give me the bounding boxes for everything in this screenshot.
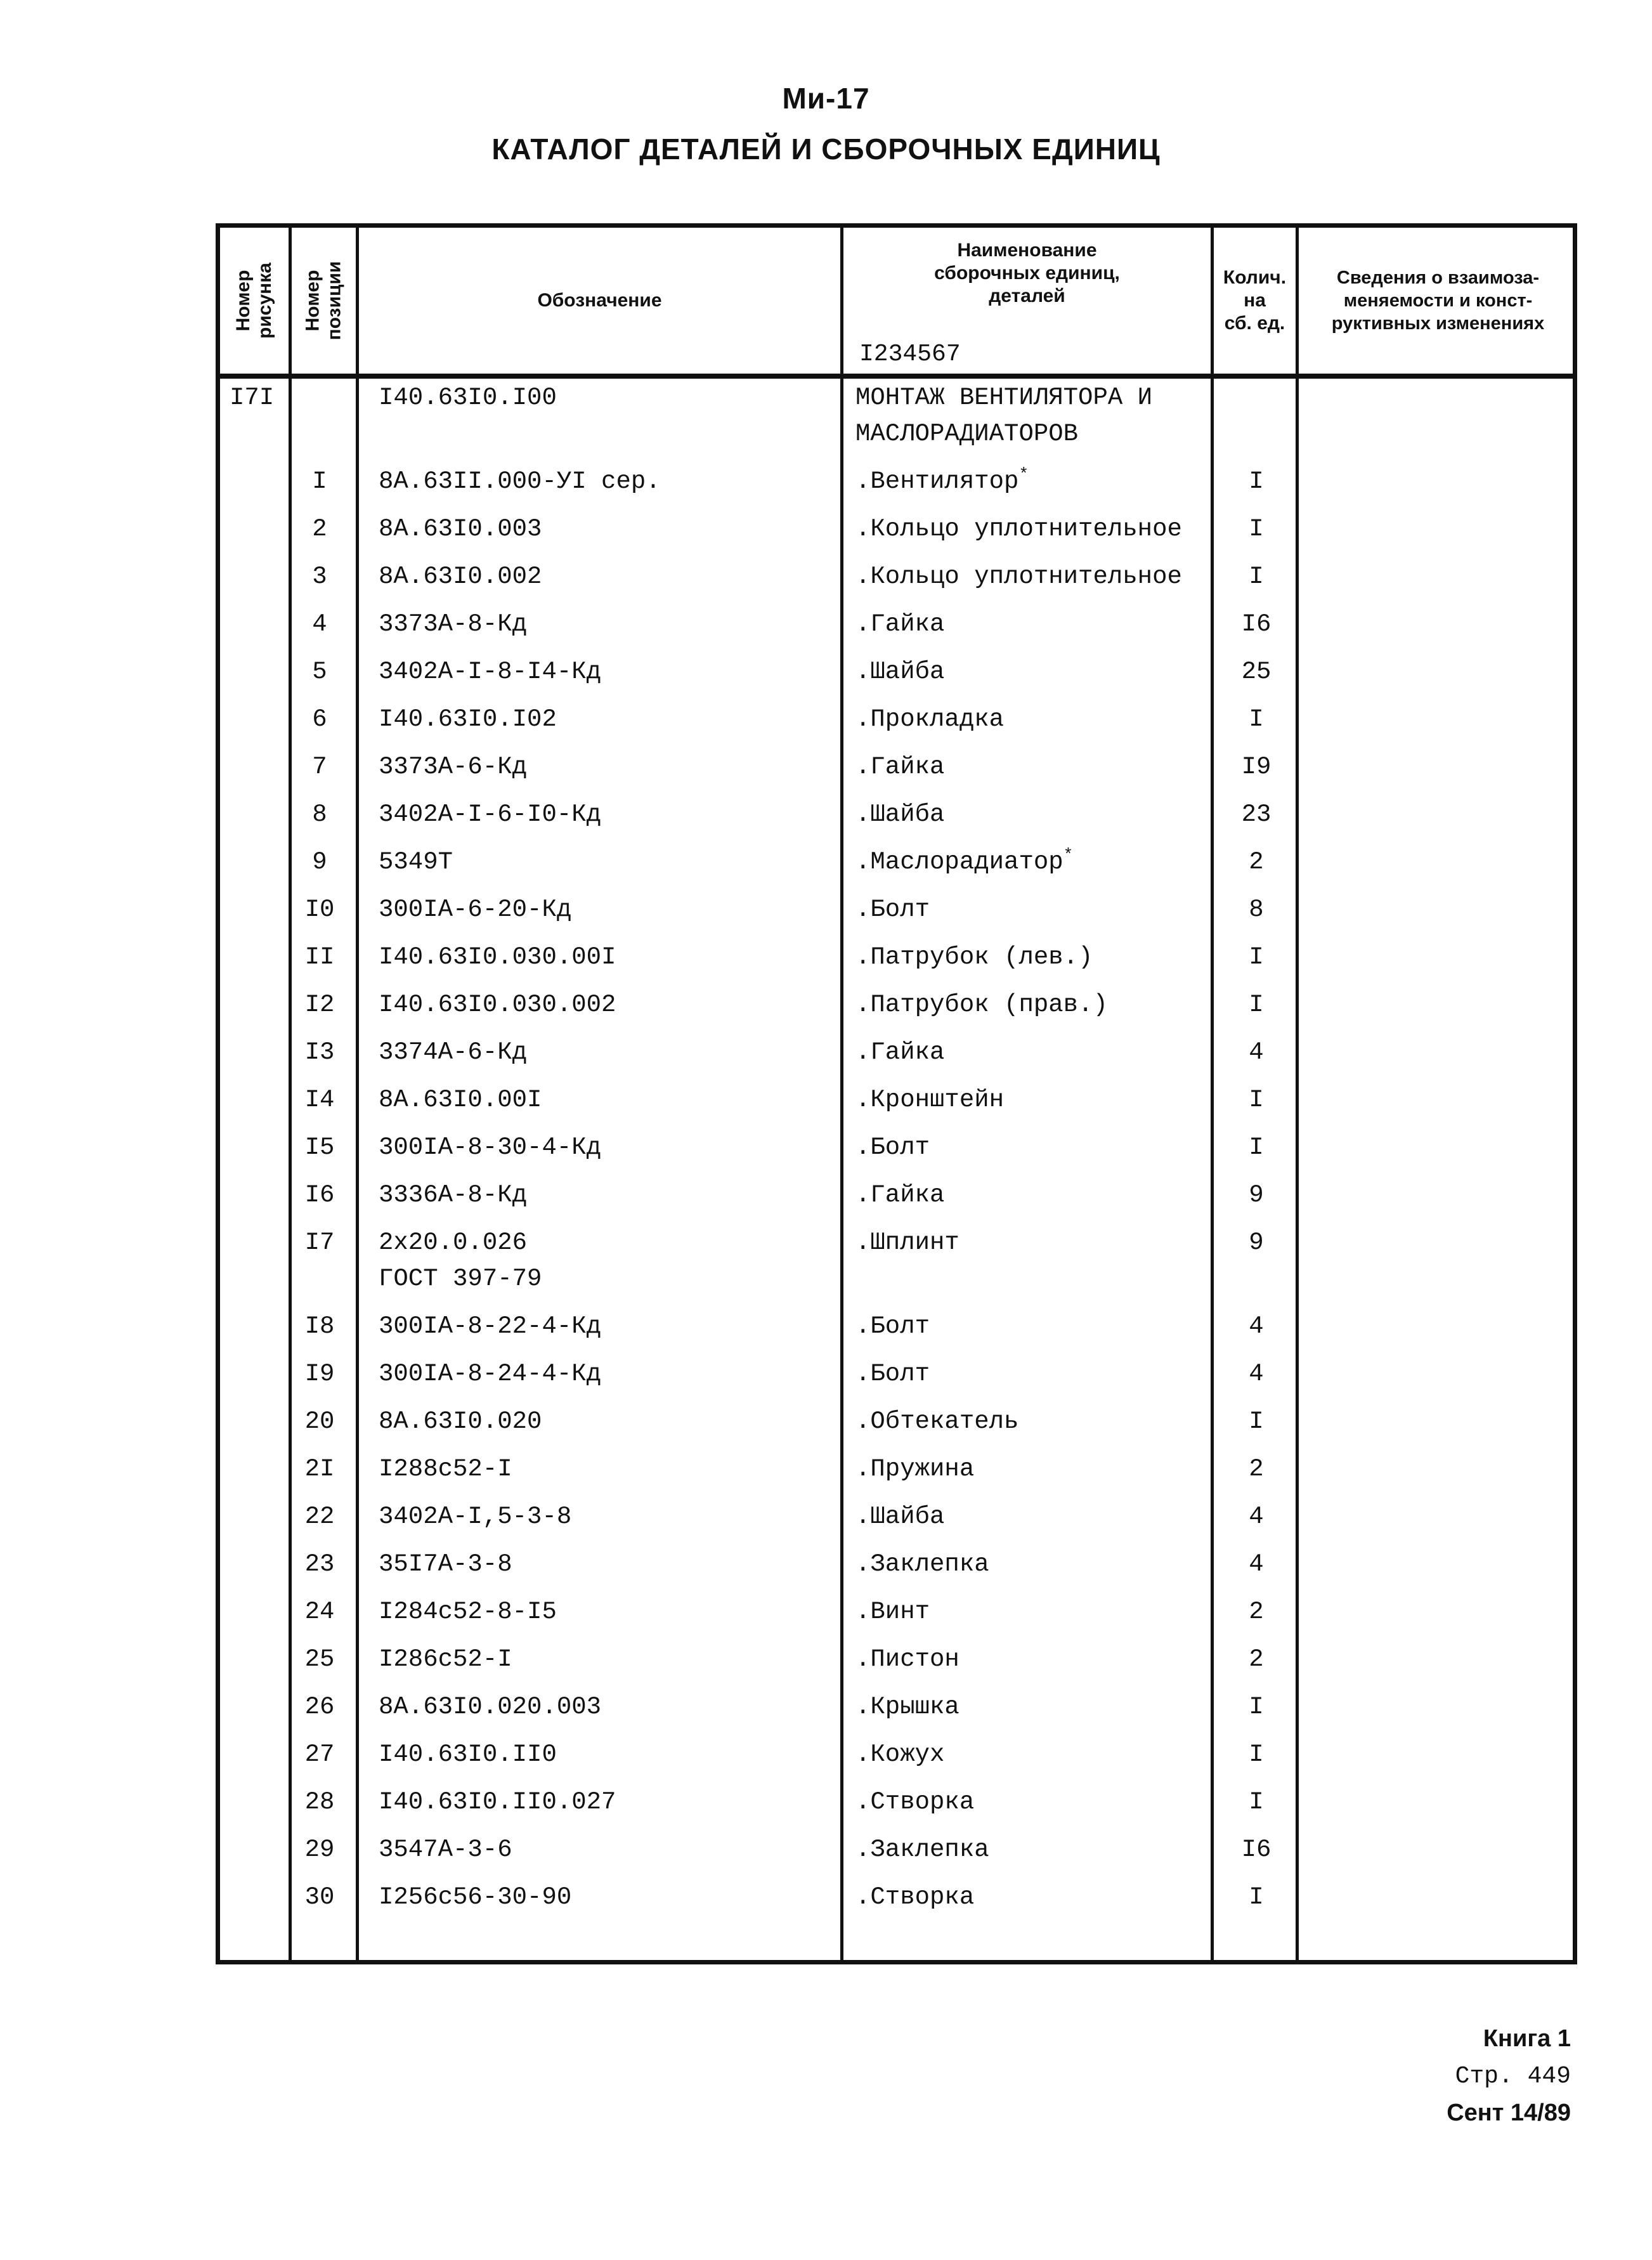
part-name: .Гайка <box>855 753 945 781</box>
part-designation: 3402А-I,5-3-8 <box>379 1503 572 1531</box>
parts-table <box>216 223 1577 1964</box>
part-designation: I256с56-30-90 <box>379 1883 572 1911</box>
quantity: I <box>1249 563 1264 591</box>
part-designation: 300IА-8-22-4-Кд <box>379 1312 602 1340</box>
part-designation: I40.63I0.II0 <box>379 1741 557 1768</box>
part-name: .Болт <box>855 1312 930 1340</box>
position-number: 8 <box>312 800 327 828</box>
position-number: I <box>312 467 327 495</box>
header-interchangeability: Сведения о взаимоза- меняемости и конст- руктивных изменениях <box>1331 268 1545 334</box>
part-designation: I40.63I0.I00 <box>379 384 557 412</box>
position-number: 24 <box>304 1598 335 1626</box>
quantity: 2 <box>1249 1645 1264 1673</box>
header-name-code: I234567 <box>859 341 961 368</box>
part-name: .Патрубок (лев.) <box>855 943 1093 971</box>
position-number: 20 <box>304 1408 335 1435</box>
part-designation: 3402А-I-8-I4-Кд <box>379 658 602 686</box>
table-row <box>220 380 1573 452</box>
quantity: 4 <box>1249 1503 1264 1531</box>
page-subtitle: КАТАЛОГ ДЕТАЛЕЙ И СБОРОЧНЫХ ЕДИНИЦ <box>491 133 1161 166</box>
header-quantity: Колич. на сб. ед. <box>1223 267 1287 334</box>
part-designation: 2х20.0.026 ГОСТ 397-79 <box>379 1229 542 1293</box>
part-designation: 5349Т <box>379 848 453 876</box>
position-number: I0 <box>304 896 335 924</box>
quantity: 9 <box>1249 1229 1264 1257</box>
part-designation: 3373А-6-Кд <box>379 753 528 781</box>
part-name: .Маслорадиатор* <box>855 846 1074 876</box>
part-name: .Шайба <box>855 658 945 686</box>
quantity: 25 <box>1241 658 1272 686</box>
position-number: II <box>304 943 335 971</box>
quantity: 23 <box>1241 800 1272 828</box>
part-designation: I288с52-I <box>379 1455 512 1483</box>
table-row <box>220 1499 1573 1535</box>
part-designation: I40.63I0.030.002 <box>379 991 616 1019</box>
table-row <box>220 1130 1573 1166</box>
footer-page: Стр. 449 <box>1455 2063 1571 2090</box>
position-number: I8 <box>304 1312 335 1340</box>
page-title: Ми-17 <box>782 82 870 115</box>
part-designation: 3374А-6-Кд <box>379 1038 528 1066</box>
table-row <box>220 1404 1573 1440</box>
position-number: 25 <box>304 1645 335 1673</box>
table-row <box>220 1737 1573 1773</box>
part-designation: 300IА-6-20-Кд <box>379 896 572 924</box>
part-name: .Обтекатель <box>855 1408 1019 1435</box>
quantity: 9 <box>1249 1181 1264 1209</box>
part-name: .Кронштейн <box>855 1086 1005 1114</box>
quantity: I9 <box>1241 753 1272 781</box>
position-number: 5 <box>312 658 327 686</box>
part-name: .Шайба <box>855 1503 945 1531</box>
table-row <box>220 606 1573 643</box>
part-designation: 3402А-I-6-I0-Кд <box>379 800 602 828</box>
table-row <box>220 892 1573 928</box>
part-name: .Заклепка <box>855 1836 989 1864</box>
part-designation: 8А.63I0.020.003 <box>379 1693 602 1721</box>
part-designation: I40.63I0.030.00I <box>379 943 616 971</box>
position-number: 9 <box>312 848 327 876</box>
part-name: .Винт <box>855 1598 930 1626</box>
quantity: I <box>1249 991 1264 1019</box>
quantity: I <box>1249 1693 1264 1721</box>
part-name: .Кольцо уплотнительное <box>855 563 1182 591</box>
part-designation: 35I7А-3-8 <box>379 1550 512 1578</box>
part-designation: 8А.63I0.00I <box>379 1086 542 1114</box>
table-row <box>220 987 1573 1023</box>
part-name: .Гайка <box>855 1038 945 1066</box>
table-row <box>220 702 1573 738</box>
part-name: .Прокладка <box>855 705 1005 733</box>
part-name: .Крышка <box>855 1693 959 1721</box>
position-number: 27 <box>304 1741 335 1768</box>
table-row <box>220 1642 1573 1678</box>
position-number: I3 <box>304 1038 335 1066</box>
header-figure-number: Номер рисунка <box>233 263 275 339</box>
part-name: МОНТАЖ ВЕНТИЛЯТОРА И МАСЛОРАДИАТОРОВ <box>855 384 1153 448</box>
table-row <box>220 749 1573 785</box>
quantity: I <box>1249 705 1264 733</box>
table-row <box>220 654 1573 690</box>
position-number: I9 <box>304 1360 335 1388</box>
position-number: 6 <box>312 705 327 733</box>
part-name: .Кольцо уплотнительное <box>855 515 1182 543</box>
part-name: .Створка <box>855 1883 975 1911</box>
position-number: 4 <box>312 610 327 638</box>
table-row <box>220 1879 1573 1916</box>
table-row <box>220 1689 1573 1725</box>
position-number: I6 <box>304 1181 335 1209</box>
part-designation: I40.63I0.I02 <box>379 705 557 733</box>
footer-book: Книга 1 <box>1483 2025 1571 2052</box>
part-designation: 300IА-8-30-4-Кд <box>379 1133 602 1161</box>
quantity: I <box>1249 1133 1264 1161</box>
quantity: I6 <box>1241 1836 1272 1864</box>
part-designation: 3373А-8-Кд <box>379 610 528 638</box>
table-row <box>220 1035 1573 1071</box>
position-number: 2 <box>312 515 327 543</box>
quantity: 8 <box>1249 896 1264 924</box>
position-number: 26 <box>304 1693 335 1721</box>
quantity: 2 <box>1249 1598 1264 1626</box>
part-name: .Болт <box>855 1133 930 1161</box>
quantity: 4 <box>1249 1360 1264 1388</box>
part-name: .Болт <box>855 896 930 924</box>
part-designation: 8А.63I0.003 <box>379 515 542 543</box>
quantity: 4 <box>1249 1550 1264 1578</box>
part-designation: 8А.63I0.020 <box>379 1408 542 1435</box>
part-name: .Шайба <box>855 800 945 828</box>
position-number: I2 <box>304 991 335 1019</box>
position-number: 29 <box>304 1836 335 1864</box>
position-number: I5 <box>304 1133 335 1161</box>
table-row <box>220 559 1573 595</box>
table-row <box>220 1177 1573 1213</box>
quantity: I <box>1249 1408 1264 1435</box>
part-name: .Гайка <box>855 610 945 638</box>
quantity: 2 <box>1249 1455 1264 1483</box>
part-name: .Пружина <box>855 1455 975 1483</box>
part-name: .Створка <box>855 1788 975 1816</box>
position-number: 22 <box>304 1503 335 1531</box>
header-name: Наименование сборочных единиц, деталей <box>934 240 1120 306</box>
header-designation: Обозначение <box>537 290 662 311</box>
part-designation: 3547А-3-6 <box>379 1836 512 1864</box>
figure-number: I7I <box>230 384 275 412</box>
header-position-number: Номер позиции <box>302 261 345 341</box>
table-row <box>220 1546 1573 1583</box>
table-row <box>220 1225 1573 1297</box>
quantity: 4 <box>1249 1312 1264 1340</box>
table-row <box>220 844 1573 880</box>
table-row <box>220 1784 1573 1820</box>
note-mark: * <box>1018 465 1029 484</box>
part-designation: I40.63I0.II0.027 <box>379 1788 616 1816</box>
quantity: I <box>1249 943 1264 971</box>
part-name: .Кожух <box>855 1741 945 1768</box>
part-designation: I286с52-I <box>379 1645 512 1673</box>
quantity: I <box>1249 467 1264 495</box>
table-row <box>220 1832 1573 1868</box>
quantity: I <box>1249 1086 1264 1114</box>
table-row <box>220 511 1573 547</box>
part-designation: 3336А-8-Кд <box>379 1181 528 1209</box>
note-mark: * <box>1063 846 1074 865</box>
quantity: I6 <box>1241 610 1272 638</box>
quantity: I <box>1249 1741 1264 1768</box>
position-number: 30 <box>304 1883 335 1911</box>
part-designation: 8А.63I0.002 <box>379 563 542 591</box>
footer-date: Сент 14/89 <box>1447 2100 1571 2126</box>
part-designation: I284с52-8-I5 <box>379 1598 557 1626</box>
part-name: .Вентилятор* <box>855 465 1029 495</box>
table-row <box>220 797 1573 833</box>
header-divider <box>220 374 1573 379</box>
table-row <box>220 1356 1573 1392</box>
table-row <box>220 1594 1573 1630</box>
part-name: .Болт <box>855 1360 930 1388</box>
part-name: .Шплинт <box>855 1229 959 1257</box>
quantity: 2 <box>1249 848 1264 876</box>
table-row <box>220 1309 1573 1345</box>
part-name: .Патрубок (прав.) <box>855 991 1108 1019</box>
position-number: 7 <box>312 753 327 781</box>
part-name: .Пистон <box>855 1645 959 1673</box>
position-number: 28 <box>304 1788 335 1816</box>
table-row <box>220 1451 1573 1487</box>
table-row <box>220 939 1573 976</box>
quantity: I <box>1249 1788 1264 1816</box>
quantity: I <box>1249 515 1264 543</box>
part-name: .Заклепка <box>855 1550 989 1578</box>
position-number: I4 <box>304 1086 335 1114</box>
table-row <box>220 1082 1573 1118</box>
part-designation: 8А.63II.000-УI сер. <box>379 467 661 495</box>
quantity: I <box>1249 1883 1264 1911</box>
table-row <box>220 464 1573 500</box>
part-name: .Гайка <box>855 1181 945 1209</box>
part-designation: 300IА-8-24-4-Кд <box>379 1360 602 1388</box>
position-number: 2I <box>304 1455 335 1483</box>
position-number: 23 <box>304 1550 335 1578</box>
position-number: I7 <box>304 1229 335 1257</box>
position-number: 3 <box>312 563 327 591</box>
quantity: 4 <box>1249 1038 1264 1066</box>
